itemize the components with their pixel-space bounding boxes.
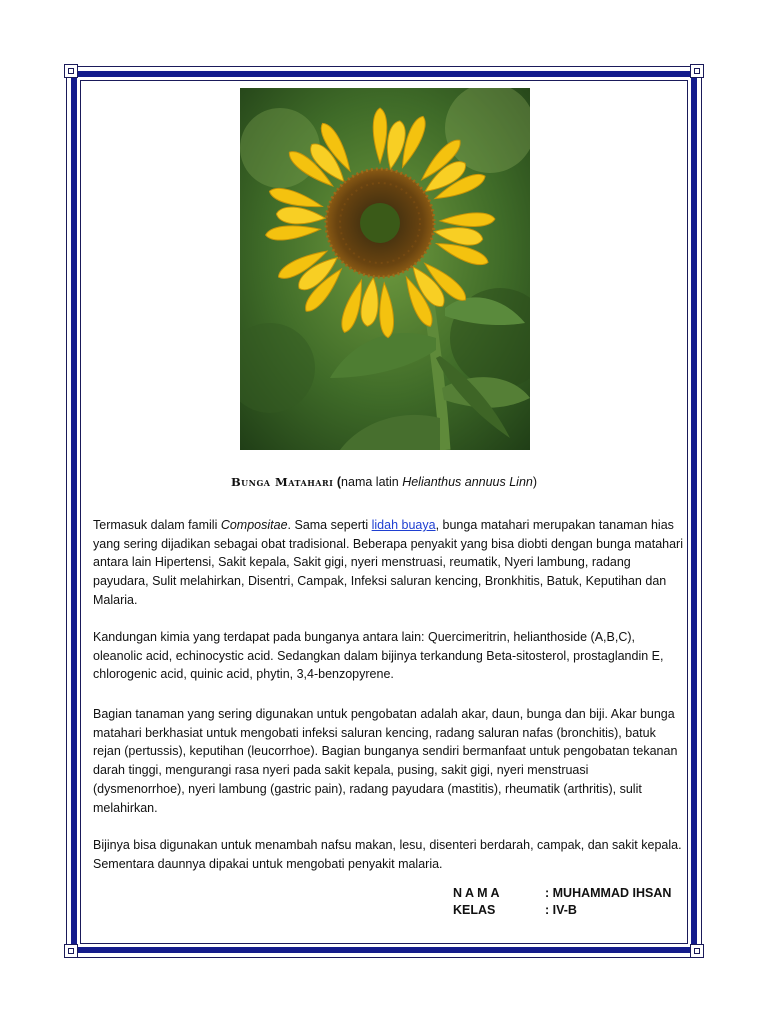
caption-latin-name: Helianthus annuus Linn [402, 475, 533, 489]
family-name: Compositae [220, 518, 288, 532]
paragraph-intro-text: . Sama seperti [287, 518, 372, 532]
border-corner-ornament [64, 944, 78, 958]
paragraph-plant-parts: Bagian tanaman yang sering digunakan untuk pengobatan adalah akar, daun, bunga dan biji. Akar bunga matahari berkhasiat untuk mengobati infeksi saluran kencing, radang saluran nafas (bronchitis), batuk rejan (pertussis), keputihan (leucorrhoe). Bagian bunganya sendiri bermanfaat untuk pengobatan tekanan darah tinggi, mengurangi rasa nyeri pada sakit kepala, pusing, sakit gigi, nyeri menstruasi (dysmenorrhoe), nyeri lambung (gastric pain), radang payudara (mastitis), rheumatik (arthritis), sulit melahirkan. [93, 707, 678, 815]
class-value: : IV-B [545, 903, 577, 917]
paragraph-intro-text: Termasuk dalam famili [93, 518, 221, 532]
border-corner-ornament [690, 944, 704, 958]
photo-caption [96, 475, 672, 489]
caption-open-paren: ( [336, 475, 342, 489]
signature-name-row [453, 886, 671, 900]
border-corner-ornament [64, 64, 78, 78]
caption-title: Bunga Matahari [230, 475, 334, 489]
name-value: : MUHAMMAD IHSAN [545, 886, 672, 900]
paragraph-seeds-leaves: Bijinya bisa digunakan untuk menambah nafsu makan, lesu, disenteri berdarah, campak, dan sakit kepala. Sementara daunnya dipakai untuk mengobati penyakit malaria. [93, 838, 682, 871]
sunflower-photo [240, 88, 530, 450]
lidah-buaya-link[interactable]: lidah buaya [371, 518, 436, 532]
paragraph-intro [93, 516, 683, 610]
paragraph-intro-text: , bunga matahari merupakan tanaman hias yang sering dijadikan sebagai obat tradisional. Beberapa penyakit yang bisa diobti dengan bunga matahari antara lain Hipertensi, Sakit kepala, Sakit gigi, nyeri menstruasi, reumatik, Nyeri lambung, radang payudara, Sulit melahirkan, Disentri, Campak, Infeksi saluran kencing, Bronkhitis, Batuk, Keputihan dan Malaria. [93, 518, 683, 607]
caption-latin-prefix: nama latin [341, 475, 403, 489]
paragraph-chemical-content: Kandungan kimia yang terdapat pada bunganya antara lain: Quercimeritrin, helianthoside (A,B,C), oleanolic acid, echinocystic acid. Sedangkan dalam bijinya terkandung Beta-sitosterol, prostaglandin E, chlorogenic acid, quinic acid, phytin, 3,4-benzopyrene. [93, 630, 664, 682]
class-label: KELAS [453, 903, 496, 917]
signature-class-row [453, 903, 577, 917]
caption-close-paren: ) [532, 475, 538, 489]
border-corner-ornament [690, 64, 704, 78]
name-label: N A M A [453, 886, 500, 900]
